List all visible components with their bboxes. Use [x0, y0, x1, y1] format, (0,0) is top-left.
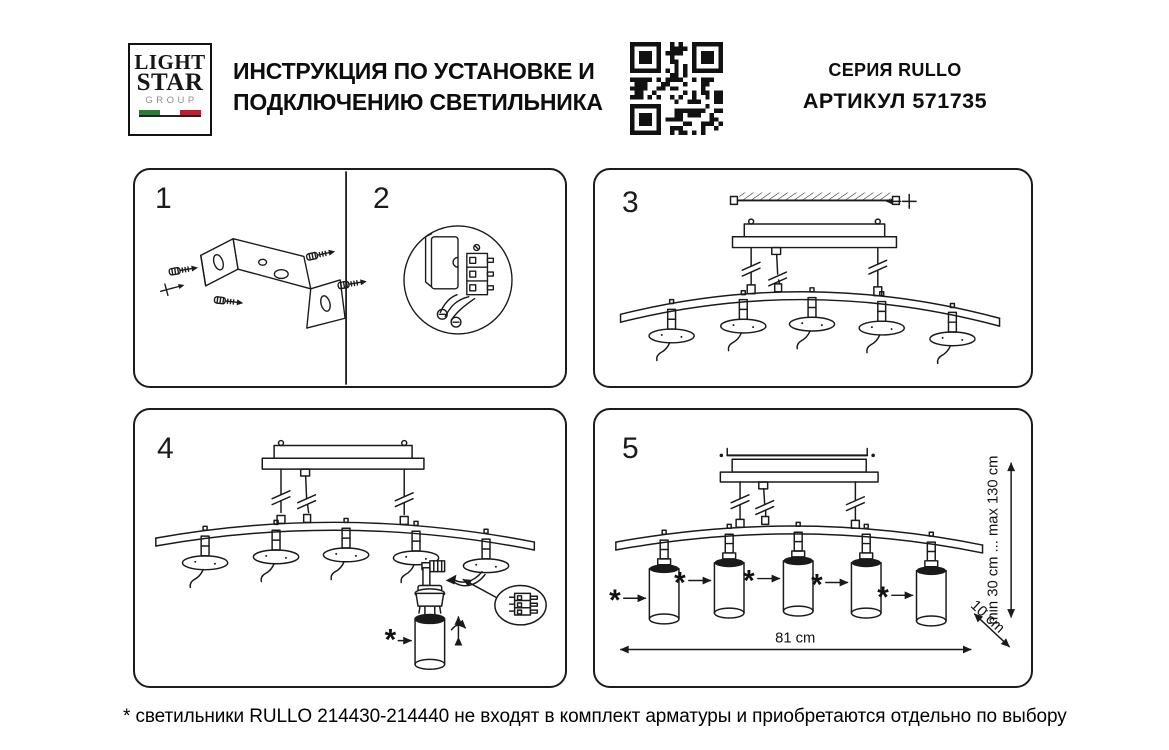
asterisk-mark: * — [743, 564, 755, 598]
asterisk-mark: * — [811, 568, 823, 602]
italy-flag-icon — [139, 110, 201, 117]
asterisk-mark: * — [674, 566, 686, 600]
asterisk-mark: * — [609, 584, 621, 618]
frame-suspension-assembly-drawing — [595, 170, 1031, 386]
qr-code-icon — [630, 42, 723, 135]
assembled-fixture-dimensions-drawing — [595, 410, 1031, 686]
step-1-2-panel — [133, 168, 567, 388]
page-title-line1: ИНСТРУКЦИЯ ПО УСТАНОВКЕ И — [233, 58, 595, 84]
page-title-line2: ПОДКЛЮЧЕНИЮ СВЕТИЛЬНИКА — [233, 89, 603, 115]
lamp-shade-installation-drawing — [135, 410, 565, 686]
step-number-2: 2 — [373, 182, 390, 215]
article-label: АРТИКУЛ 571735 — [802, 89, 988, 113]
series-label: СЕРИЯ RULLO — [828, 60, 962, 80]
step-number-1: 1 — [155, 182, 172, 215]
logo-word-light: LIGHT — [134, 50, 206, 74]
step-number-3: 3 — [622, 186, 639, 219]
depth-dimension-label: 10 cm — [967, 597, 1008, 637]
logo-word-group: GROUP — [145, 95, 198, 106]
asterisk-mark: * — [877, 581, 889, 615]
width-dimension-label: 81 cm — [775, 630, 816, 647]
step-number-5: 5 — [622, 432, 639, 465]
step-4-panel — [133, 408, 567, 688]
product-info — [755, 60, 1035, 114]
asterisk-mark: * — [384, 623, 397, 657]
logo-word-star: STAR — [136, 69, 204, 96]
footnote: * светильники RULLO 214430-214440 не входят в комплект арматуры и приобретаются отдельно по выбору — [123, 706, 1067, 727]
lightstar-logo — [128, 43, 212, 136]
mounting-bracket-with-dowels-drawing — [135, 170, 565, 386]
step-number-4: 4 — [157, 432, 174, 465]
step-3-panel — [593, 168, 1033, 388]
step-5-panel — [593, 408, 1033, 688]
height-dimension-label: min 30 cm ... max 130 cm — [985, 455, 1002, 625]
page-title — [233, 56, 603, 118]
